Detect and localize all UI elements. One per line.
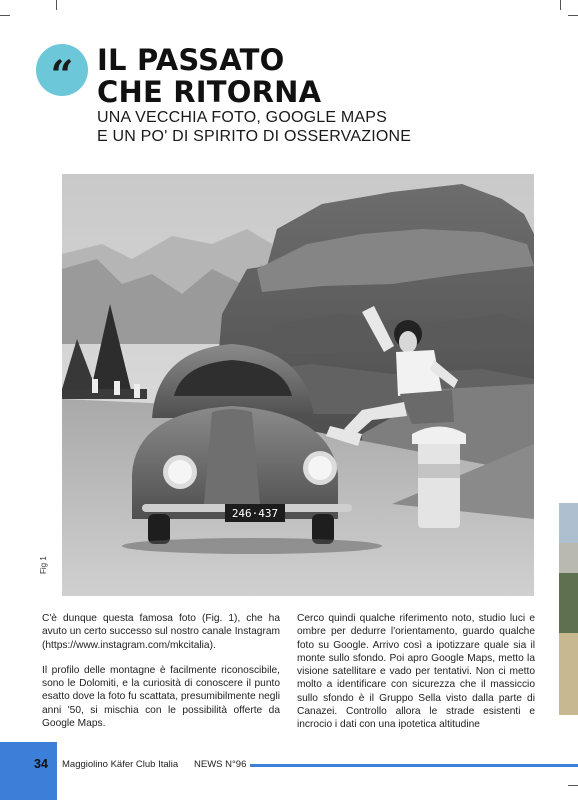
subtitle-line: UNA VECCHIA FOTO, GOOGLE MAPS <box>97 109 388 126</box>
text-column-right <box>297 612 535 744</box>
license-plate: 246·437 <box>231 507 279 520</box>
title-line: IL PASSATO <box>97 43 285 77</box>
crop-mark <box>568 785 578 786</box>
footer-rule <box>250 764 578 767</box>
footer-issue: NEWS N°96 <box>194 759 247 770</box>
crop-mark <box>560 0 561 10</box>
page-subtitle <box>97 108 411 146</box>
adjacent-image-illustration <box>559 503 578 715</box>
footer-accent-block <box>0 742 57 800</box>
quote-icon: “ <box>36 44 88 96</box>
paragraph: Cerco quindi qualche riferimento noto, studio luci e ombre per dedurre l'orientamento, guardo qualche foto su Google. Arrivo così a ipotizzare quale sia il monte sullo sfondo. Poi apro Google Maps, metto la visione satellitare e vado per tentativi. Non ci metto molto a identificare con sicurezza che il massiccio sullo sfondo è il Gruppo Sella visto dalla parte di Canazei. Controllo allora le strade esistenti e incrocio i dati con una ipotetica altitudine <box>297 613 535 731</box>
crop-mark <box>568 15 578 16</box>
photo-illustration <box>62 174 534 596</box>
paragraph: C'è dunque questa famosa foto (Fig. 1), che ha avuto un certo successo sul nostro canale Instagram (https://www.instagram.com/mkcitalia). <box>42 613 280 651</box>
crop-mark <box>56 0 57 10</box>
subtitle-line: E UN PO' DI SPIRITO DI OSSERVAZIONE <box>97 128 412 145</box>
text-column-left <box>42 612 280 742</box>
title-line: CHE RITORNA <box>97 75 322 109</box>
figure-caption: Fig 1 <box>39 556 48 574</box>
adjacent-page-image <box>559 503 578 715</box>
page-title <box>97 44 321 108</box>
footer-club-name: Maggiolino Käfer Club Italia <box>62 759 179 770</box>
paragraph: Il profilo delle montagne è facilmente riconoscibile, sono le Dolomiti, e la curiosità di conoscere il punto esatto dove la foto fu scattata, presumibilmente negli anni '50, si mischia con le possibilità offerte da Google Maps. <box>42 664 280 730</box>
page-number: 34 <box>34 757 48 771</box>
crop-mark <box>0 15 10 16</box>
vintage-photo <box>62 174 534 596</box>
